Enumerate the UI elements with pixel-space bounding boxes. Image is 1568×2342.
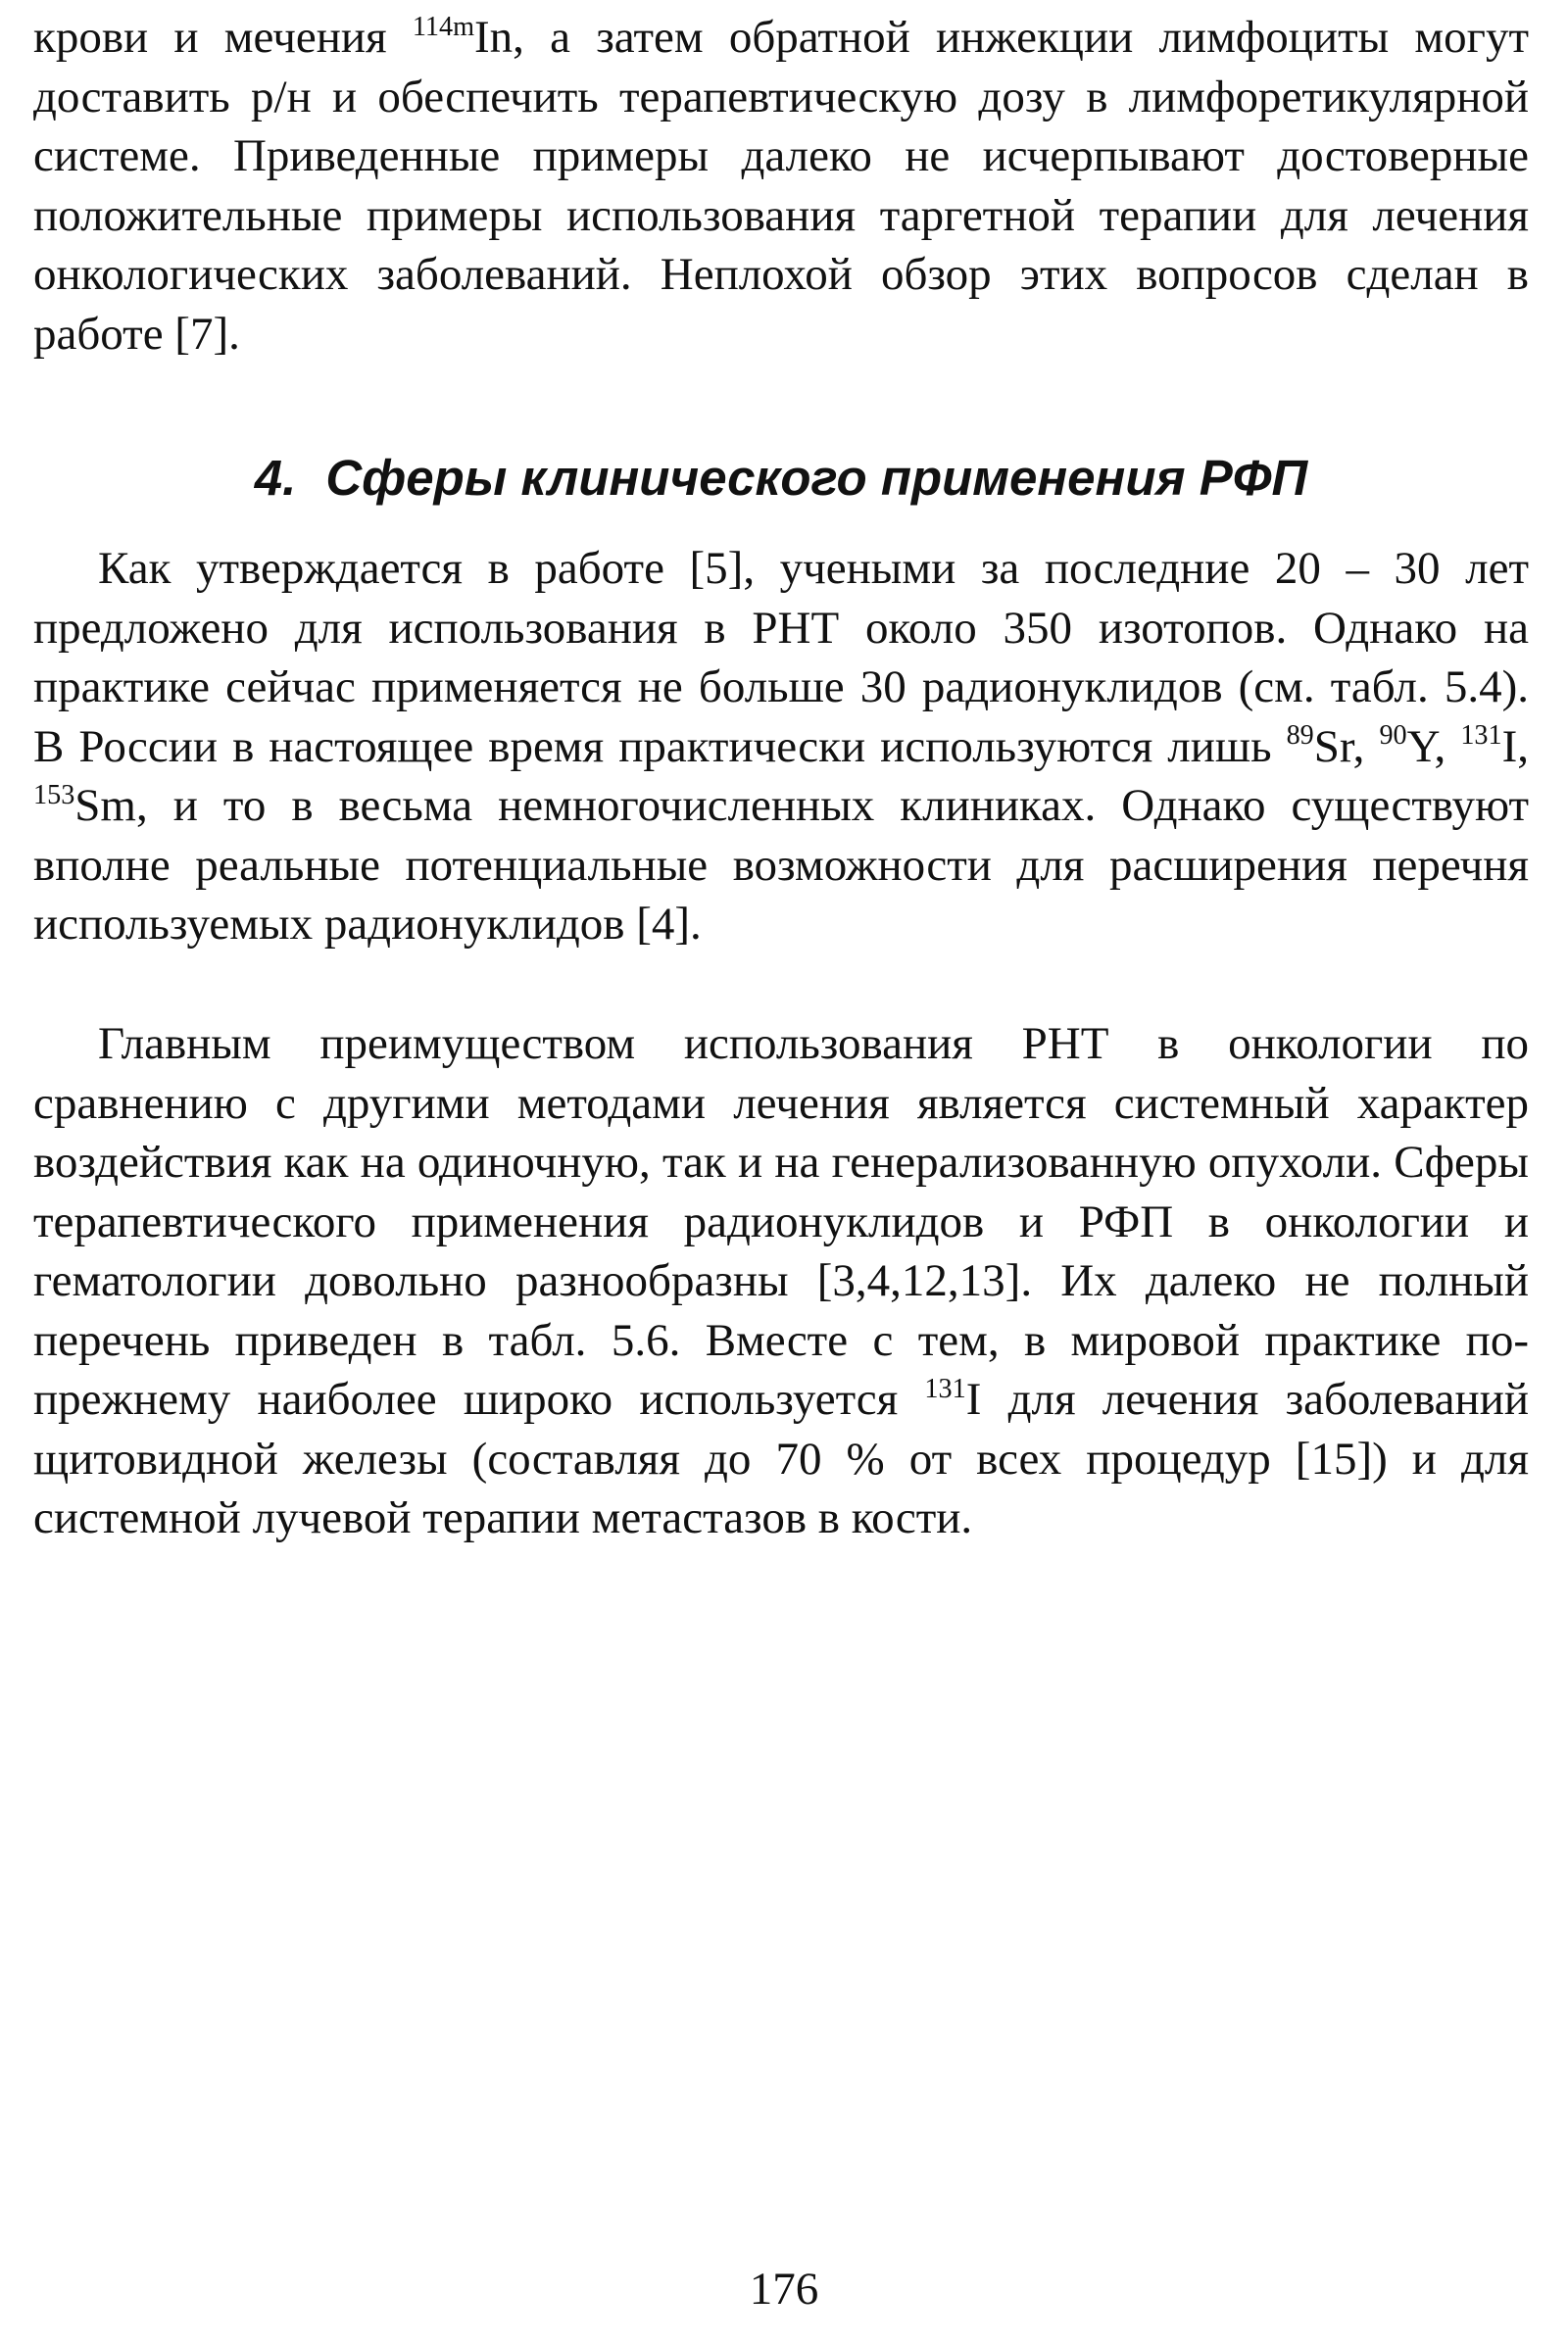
text-run: Sm, и то в весьма немногочисленных клиниках. Однако существуют вполне реальные потенциальные возможности для расширения перечня используемых радионуклидов [4]. (33, 780, 1529, 950)
text-run: Главным преимуществом использования РНТ в онкологии по сравнению с другими методами лечения является системный характер воздействия как на одиночную, так и на генерализованную опухоли. Сферы терапевтического применения радионуклидов и РФП в онкологии и гематологии довольно разнообразны [3,4,12,13]. Их далеко не полный перечень приведен в табл. 5.6. Вместе с тем, в мировой практике по-прежнему наиболее широко используется (33, 1018, 1529, 1425)
text-run: крови и мечения (33, 12, 413, 63)
text-run: Y, (1406, 720, 1461, 772)
section-heading (33, 447, 1529, 510)
paragraph-intro (33, 8, 1529, 364)
paragraph-isotopes (33, 539, 1529, 954)
superscript-mass-number: 89 (1286, 720, 1314, 752)
superscript-mass-number: 153 (33, 779, 75, 810)
text-run: I, (1501, 720, 1529, 772)
superscript-mass-number: 131 (924, 1373, 966, 1404)
text-run: In, а затем обратной инжекции лимфоциты могут доставить р/н и обеспечить терапевтическую дозу в лимфоретикулярной системе. Приведенные примеры далеко не исчерпывают достоверные положительные примеры использования таргетной терапии для лечения онкологических заболеваний. Неплохой обзор этих вопросов сделан в работе [7]. (33, 12, 1529, 360)
superscript-mass-number: 90 (1379, 720, 1407, 752)
section-title: Сферы клинического применения РФП (325, 450, 1308, 506)
paragraph-advantages (33, 1014, 1529, 1548)
text-run: I для лечения заболеваний щитовидной железы (составляя до 70 % от всех процедур [15]) и для системной лучевой терапии метастазов в кости. (33, 1374, 1530, 1543)
superscript-mass-number: 131 (1460, 720, 1502, 752)
page-number: 176 (749, 2264, 819, 2315)
text-run: Как утверждается в работе [5], учеными за последние 20 – 30 лет предложено для использования в РНТ около 350 изотопов. Однако на практике сейчас применяется не больше 30 радионуклидов (см. табл. 5.4). В России в настоящее время практически используются лишь (33, 543, 1529, 772)
superscript-mass-number: 114m (412, 11, 475, 42)
section-number: 4. (254, 450, 297, 506)
text-run: Sr, (1313, 720, 1380, 772)
